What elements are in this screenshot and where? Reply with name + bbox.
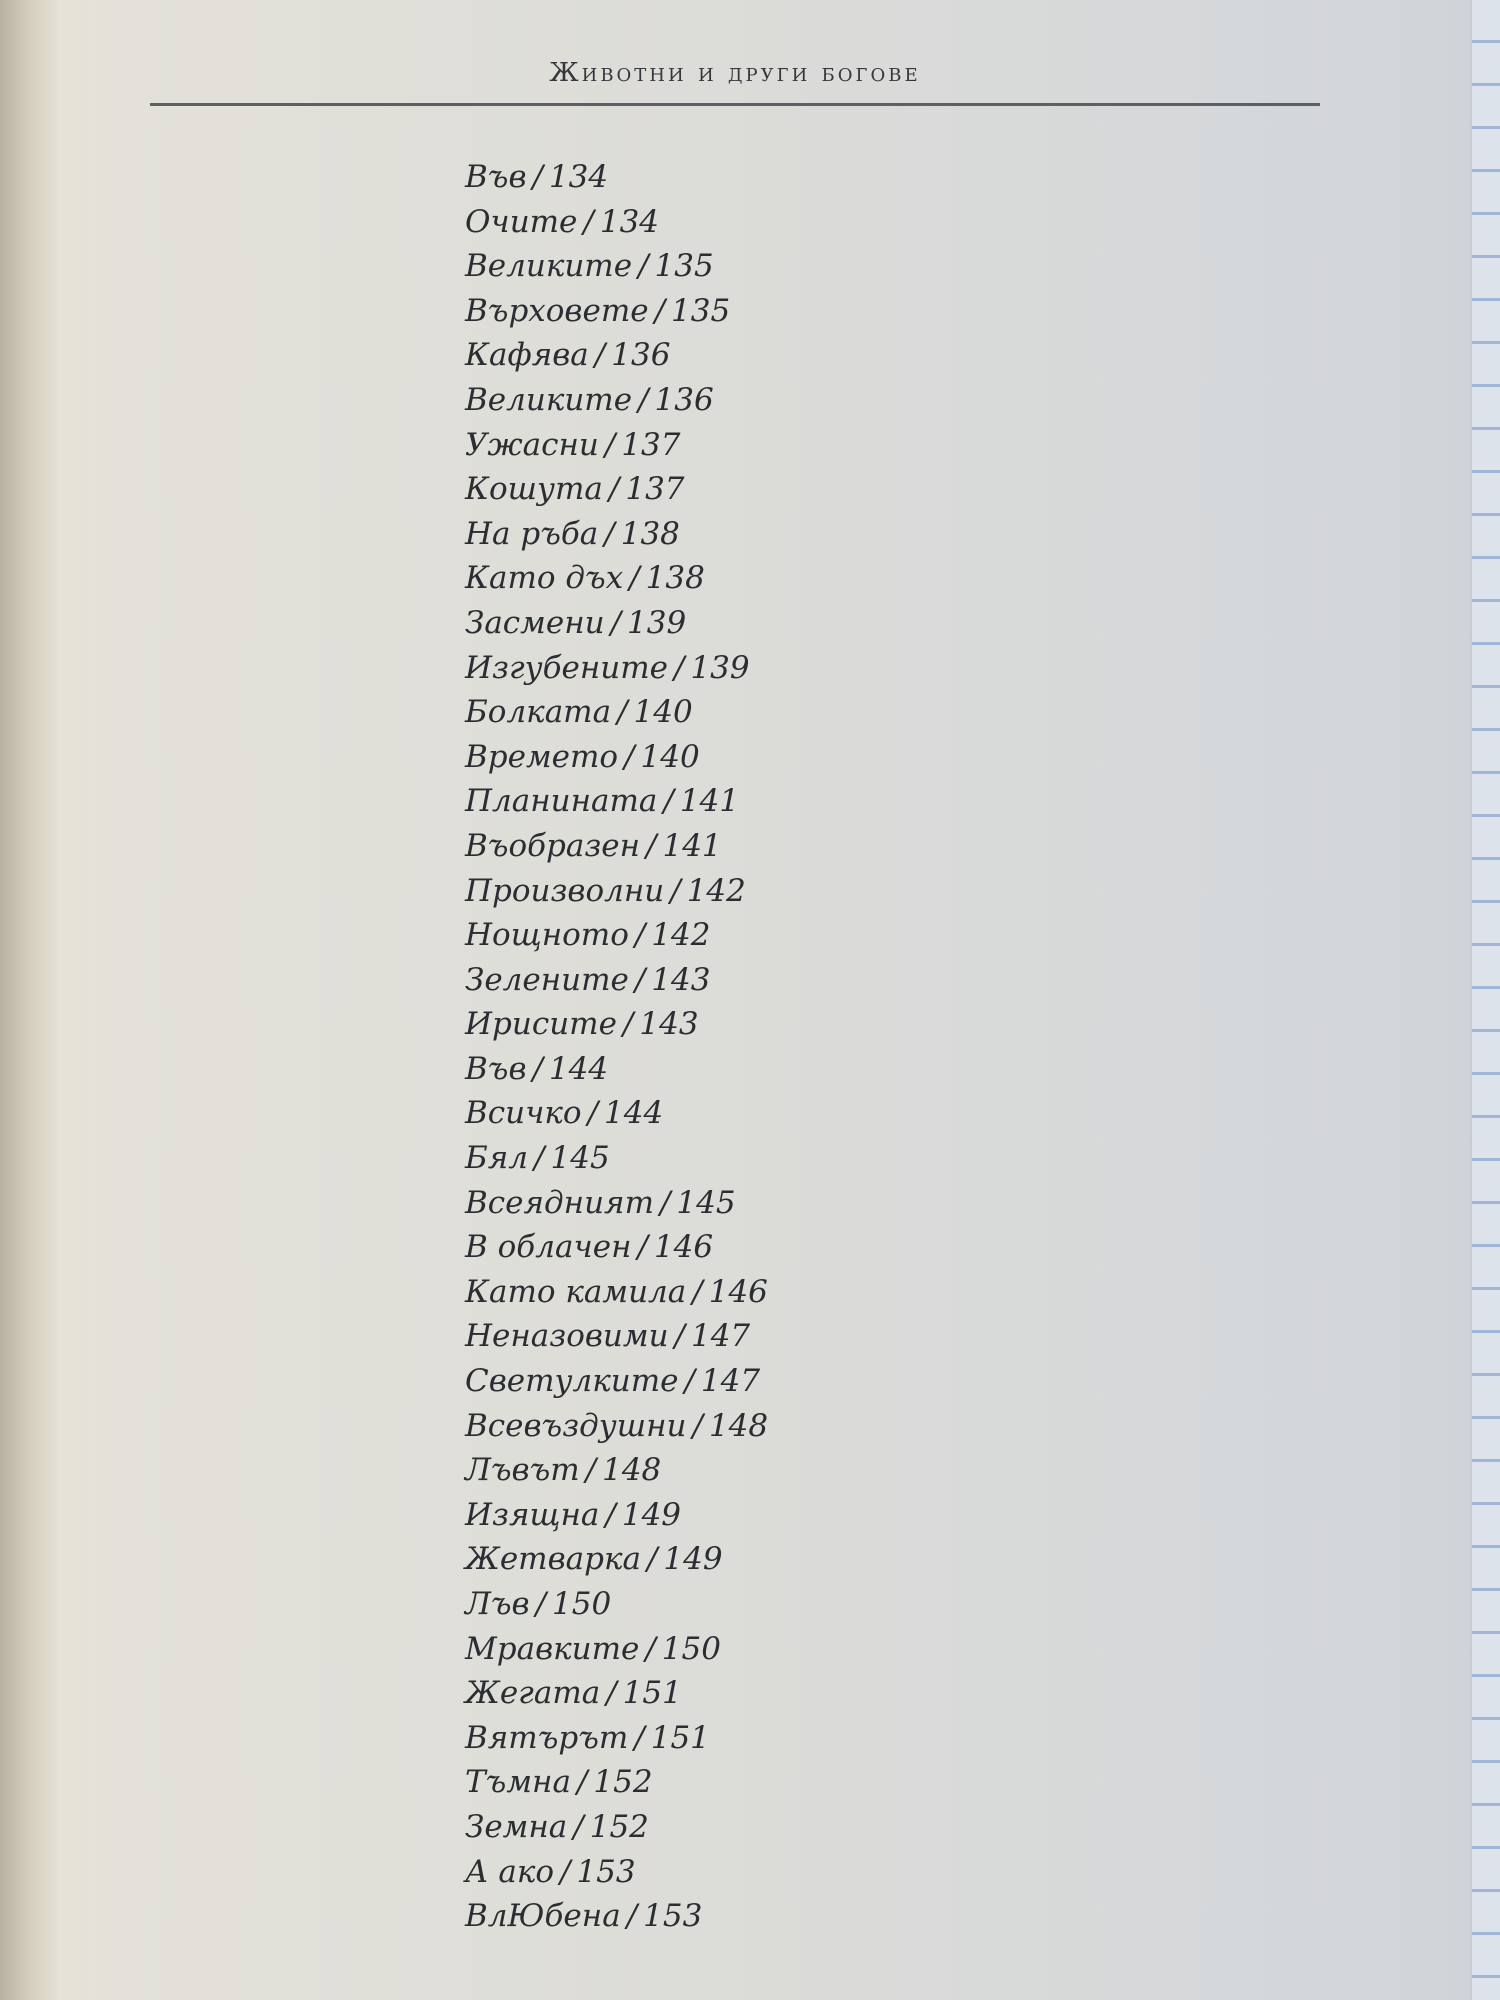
toc-entry [465, 958, 768, 1003]
toc-entry-title: Жетварка [465, 1541, 641, 1578]
toc-separator: / [634, 1719, 645, 1756]
toc-entry-page: 151 [650, 1719, 710, 1756]
toc-entry [465, 690, 768, 735]
toc-separator: / [634, 961, 646, 998]
toc-entry-page: 143 [639, 1006, 699, 1043]
toc-entry-title: Светулките [465, 1363, 679, 1400]
toc-entry-page: 146 [708, 1273, 768, 1310]
toc-separator: / [629, 560, 640, 597]
toc-entry-page: 149 [663, 1541, 723, 1578]
toc-entry [465, 1627, 768, 1672]
toc-entry-page: 143 [651, 961, 711, 998]
toc-separator: / [617, 694, 628, 731]
toc-entry-page: 141 [679, 783, 740, 820]
toc-entry-page: 142 [686, 872, 746, 909]
toc-entry-title: Във [465, 159, 527, 195]
toc-entry [465, 1225, 768, 1270]
toc-entry-title: Изящна [465, 1496, 600, 1533]
toc-entry-title: Жегата [465, 1675, 601, 1712]
toc-entry-page: 147 [700, 1363, 761, 1400]
toc-entry [465, 1850, 768, 1895]
toc-entry [465, 1493, 768, 1538]
toc-separator: / [659, 1184, 671, 1221]
toc-entry-title: Нощното [465, 917, 629, 954]
toc-entry-page: 144 [548, 1050, 609, 1087]
toc-entry-title: Засмени [465, 604, 605, 641]
toc-entry [465, 1760, 768, 1805]
toc-entry-title: Кошута [465, 471, 603, 508]
toc-entry [465, 1805, 768, 1850]
toc-entry [465, 1894, 768, 1939]
book-spine-shadow [0, 0, 60, 2000]
toc-entry-page: 145 [676, 1184, 736, 1221]
toc-entry [465, 155, 768, 200]
toc-separator: / [606, 1675, 617, 1712]
toc-entry-page: 137 [625, 471, 685, 508]
toc-separator: / [646, 827, 657, 864]
toc-entry-title: Като камила [465, 1273, 687, 1310]
toc-entry [465, 869, 768, 914]
toc-entry [465, 244, 768, 289]
toc-entry-page: 135 [671, 292, 731, 329]
toc-separator: / [684, 1363, 695, 1400]
toc-entry-title: Произволни [465, 872, 665, 909]
toc-separator: / [646, 1541, 658, 1578]
toc-entry-page: 150 [661, 1630, 721, 1667]
toc-separator: / [610, 604, 622, 641]
toc-entry-title: В облачен [465, 1229, 632, 1266]
toc-entry-title: Кафява [465, 337, 589, 374]
toc-entry-page: 149 [621, 1496, 682, 1533]
toc-separator: / [626, 1898, 638, 1935]
toc-entry [465, 1091, 768, 1136]
toc-entry-title: Изгубените [465, 649, 668, 686]
toc-entry [465, 1359, 768, 1404]
toc-separator: / [604, 515, 615, 552]
toc-separator: / [585, 1452, 597, 1489]
toc-separator: / [573, 1808, 584, 1845]
toc-separator: / [583, 203, 594, 240]
toc-entry [465, 1136, 768, 1181]
toc-entry-title: Във [465, 1050, 527, 1087]
toc-entry-page: 153 [576, 1853, 636, 1890]
toc-entry-page: 150 [552, 1586, 612, 1622]
toc-entry-page: 145 [550, 1140, 610, 1177]
toc-entry-title: Ирисите [465, 1006, 617, 1043]
toc-entry [465, 1002, 768, 1047]
notebook-edge [1470, 0, 1500, 2000]
toc-separator: / [638, 381, 649, 418]
toc-entry [465, 646, 768, 691]
table-of-contents [465, 155, 768, 1939]
toc-entry [465, 824, 768, 869]
toc-entry-page: 142 [651, 917, 711, 954]
toc-entry-page: 139 [627, 604, 687, 641]
toc-entry-page: 136 [654, 381, 714, 418]
toc-separator: / [692, 1407, 703, 1444]
toc-separator: / [634, 917, 646, 954]
toc-entry-page: 140 [640, 738, 700, 775]
toc-separator: / [535, 1586, 547, 1622]
toc-entry [465, 1181, 768, 1226]
toc-separator: / [532, 159, 543, 195]
toc-separator: / [692, 1273, 703, 1310]
toc-entry-title: Времето [465, 738, 619, 775]
toc-entry [465, 289, 768, 334]
toc-entry-page: 134 [599, 203, 660, 240]
toc-entry [465, 1047, 768, 1092]
toc-separator: / [670, 872, 681, 909]
header-rule [150, 103, 1320, 106]
toc-entry-page: 148 [708, 1407, 769, 1444]
toc-entry-title: Като дъх [465, 560, 624, 597]
toc-entry-title: ВлЮбена [465, 1898, 621, 1935]
toc-entry [465, 378, 768, 423]
running-header: Животни и други богове [549, 58, 921, 88]
toc-entry [465, 779, 768, 824]
toc-entry [465, 1582, 768, 1627]
toc-entry [465, 1716, 768, 1761]
toc-entry-page: 144 [604, 1095, 664, 1132]
toc-separator: / [534, 1140, 545, 1177]
toc-separator: / [587, 1095, 599, 1132]
toc-separator: / [638, 248, 649, 285]
toc-entry [465, 735, 768, 780]
toc-separator: / [663, 783, 674, 820]
toc-entry-page: 151 [622, 1675, 682, 1712]
toc-separator: / [637, 1229, 648, 1266]
toc-entry-page: 147 [690, 1318, 751, 1355]
toc-entry-title: Планината [465, 783, 658, 820]
toc-entry-title: Върховете [465, 292, 649, 329]
toc-entry-title: На ръба [465, 515, 599, 552]
toc-entry-page: 146 [653, 1229, 714, 1266]
toc-entry-title: Всеядният [465, 1184, 654, 1221]
toc-entry-page: 153 [643, 1898, 703, 1935]
toc-separator: / [673, 649, 685, 686]
toc-entry-title: Зелените [465, 961, 629, 998]
toc-entry [465, 1314, 768, 1359]
toc-entry [465, 556, 768, 601]
toc-entry [465, 333, 768, 378]
toc-entry-page: 139 [690, 649, 750, 686]
toc-entry-page: 141 [662, 827, 722, 864]
toc-entry-title: Великите [465, 381, 633, 418]
toc-entry-page: 138 [645, 560, 705, 597]
toc-entry-page: 137 [621, 426, 681, 463]
toc-entry [465, 1448, 768, 1493]
toc-entry-title: Всевъздушни [465, 1407, 687, 1444]
toc-entry [465, 1537, 768, 1582]
toc-separator: / [645, 1630, 656, 1667]
toc-entry-title: Ужасни [465, 426, 599, 463]
toc-entry-title: Болката [465, 694, 612, 731]
toc-entry-title: Великите [465, 248, 633, 285]
toc-entry-title: Всичко [465, 1095, 582, 1132]
toc-entry-title: А ако [465, 1853, 554, 1890]
toc-entry [465, 467, 768, 512]
toc-entry [465, 1404, 768, 1449]
toc-separator: / [594, 337, 606, 374]
toc-entry [465, 512, 768, 557]
toc-entry-title: Тъмна [465, 1764, 571, 1801]
toc-entry-page: 136 [611, 337, 671, 374]
toc-entry [465, 913, 768, 958]
toc-separator: / [608, 471, 620, 508]
toc-separator: / [674, 1318, 685, 1355]
toc-separator: / [576, 1764, 588, 1801]
toc-entry-page: 148 [602, 1452, 662, 1489]
toc-separator: / [532, 1050, 543, 1087]
toc-separator: / [654, 292, 666, 329]
toc-entry-title: Лъв [465, 1586, 530, 1622]
toc-entry [465, 1270, 768, 1315]
toc-entry-title: Неназовими [465, 1318, 669, 1355]
toc-separator: / [604, 426, 616, 463]
toc-entry-title: Мравките [465, 1630, 640, 1667]
toc-entry-title: Вятърът [465, 1719, 629, 1756]
toc-entry-title: Земна [465, 1808, 568, 1845]
toc-entry-title: Бял [465, 1140, 529, 1177]
toc-entry-title: Очите [465, 203, 578, 240]
toc-entry [465, 601, 768, 646]
toc-separator: / [560, 1853, 571, 1890]
toc-separator: / [605, 1496, 616, 1533]
toc-entry [465, 1671, 768, 1716]
toc-entry-page: 134 [548, 159, 609, 195]
toc-entry-page: 138 [620, 515, 680, 552]
toc-separator: / [622, 1006, 634, 1043]
toc-entry [465, 200, 768, 245]
toc-entry-page: 135 [654, 248, 714, 285]
toc-separator: / [624, 738, 635, 775]
toc-entry-page: 152 [589, 1808, 649, 1845]
toc-entry-title: Въобразен [465, 827, 641, 864]
toc-entry-page: 140 [633, 694, 693, 731]
toc-entry-title: Лъвът [465, 1452, 580, 1489]
toc-entry [465, 423, 768, 468]
toc-entry-page: 152 [593, 1764, 653, 1801]
